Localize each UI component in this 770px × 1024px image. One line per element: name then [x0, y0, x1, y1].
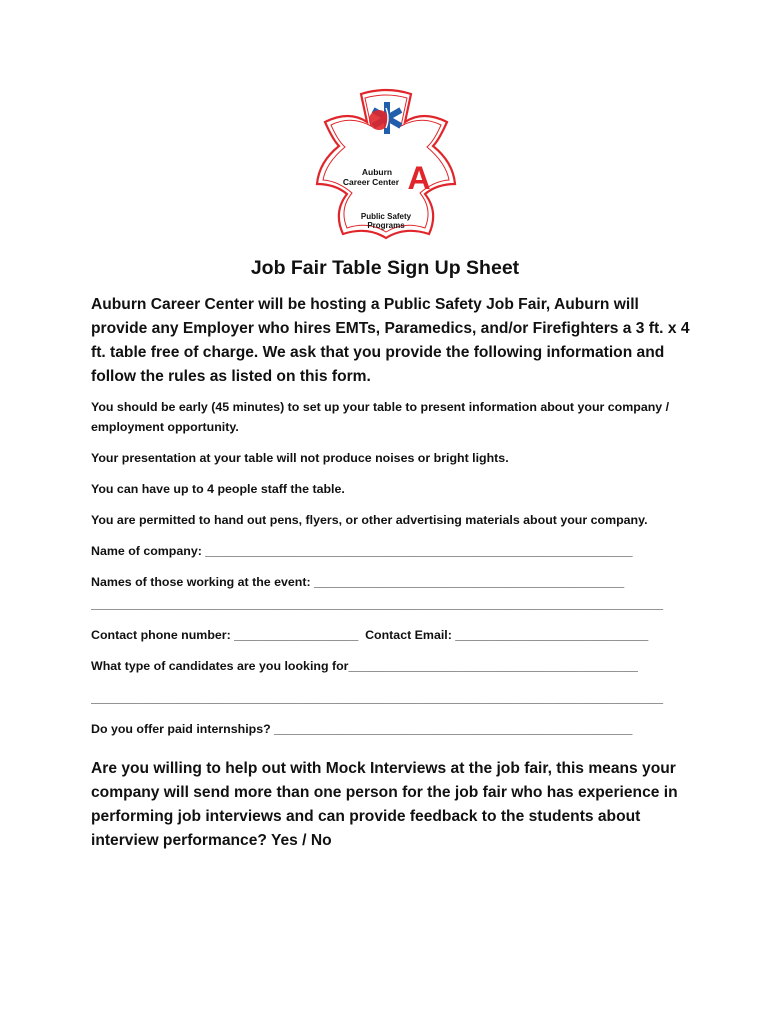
rule-early-setup: You should be early (45 minutes) to set up your table to present information about your company / employment opportunity.: [91, 400, 670, 434]
logo-line2: Career Center: [342, 177, 400, 187]
paid-internships-field[interactable]: Do you offer paid internships? ____________________________________________________: [91, 722, 633, 736]
contact-phone-email-field[interactable]: Contact phone number: __________________ Contact Email: ____________________________: [91, 628, 649, 642]
logo-line1: Auburn: [361, 167, 393, 177]
event-staff-field[interactable]: Names of those working at the event: _____________________________________________: [91, 575, 625, 589]
rule-no-noise: Your presentation at your table will not produce noises or bright lights.: [91, 451, 509, 465]
rule-staff-limit: You can have up to 4 people staff the table.: [91, 482, 345, 496]
rule-handouts: You are permitted to hand out pens, flyers, or other advertising materials about your company.: [91, 513, 648, 527]
page-title: Job Fair Table Sign Up Sheet: [250, 257, 520, 279]
event-staff-field-cont[interactable]: ___________________________________________________________________________________: [91, 597, 663, 611]
auburn-career-center-logo: [313, 88, 459, 240]
mock-interviews-question: Are you willing to help out with Mock Interviews at the job fair, this means your company will send more than one person for the job fair who has experience in performing job interviews and can provide feedback to the students about interview performance? Yes / No: [91, 760, 678, 849]
candidate-type-field-cont[interactable]: ___________________________________________________________________________________: [91, 691, 663, 705]
intro-paragraph: Auburn Career Center will be hosting a Public Safety Job Fair, Auburn will provide any Employer who hires EMTs, Paramedics, and/or Firefighters a 3 ft. x 4 ft. table free of charge. We ask that you provide the following information and follow the rules as listed on this form.: [91, 296, 690, 385]
candidate-type-field[interactable]: What type of candidates are you looking for__________________________________________: [91, 659, 638, 673]
company-name-field[interactable]: Name of company: ______________________________________________________________: [91, 544, 633, 558]
logo-sub1: Public Safety: [360, 212, 412, 221]
logo-sub2: Programs: [367, 221, 405, 230]
logo-letter: A: [407, 160, 431, 196]
star-of-life-icon: [369, 102, 402, 134]
form-body: [91, 293, 691, 853]
